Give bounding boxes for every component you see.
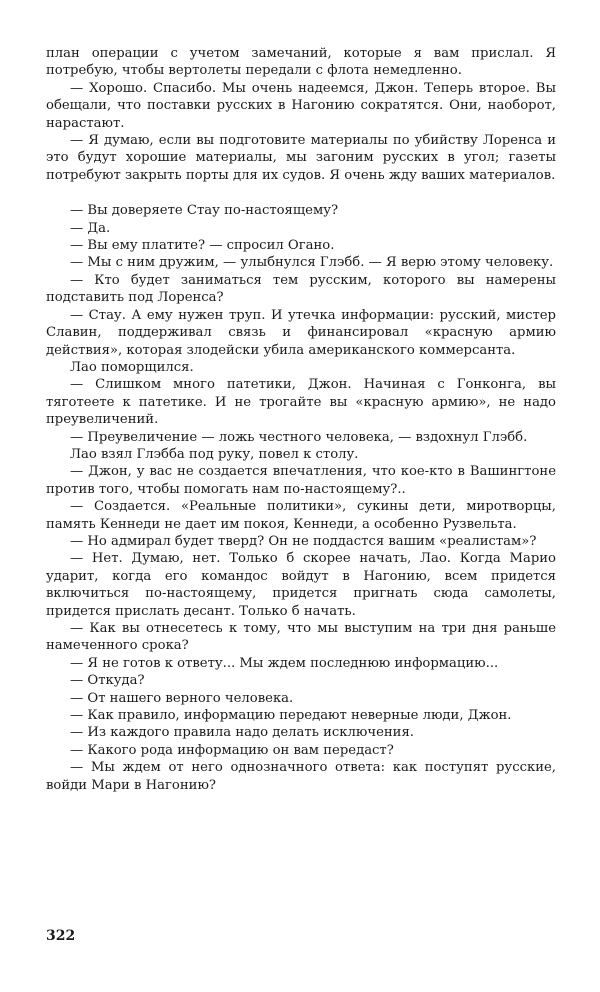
page-number: 322 xyxy=(46,928,76,944)
paragraph: — Да. xyxy=(70,220,111,236)
paragraph: — Я думаю, если вы подготовите материалы по убийству Лоренса и это будут хорошие материалы, мы загоним русских в угол; газеты потребуют закрыть порты для их судов. Я очень жду ваших материалов. xyxy=(46,133,556,183)
paragraph: — Создается. «Реальные политики», сукины дети, миротворцы, память Кеннеди не дает им покоя, Кеннеди, а особенно Рузвельта. xyxy=(46,499,556,532)
paragraph: — Вы доверяете Стау по-настоящему? xyxy=(70,203,339,219)
paragraph: Лао поморщился. xyxy=(70,359,194,375)
paragraph: — Как вы отнесетесь к тому, что мы выступим на три дня раньше намеченного срока? xyxy=(46,621,556,654)
text-section-1 xyxy=(46,45,556,184)
paragraph: — Слишком много патетики, Джон. Начиная с Гонконга, вы тяготеете к патетике. И не трогайте вы «красную армию», не надо преувеличений. xyxy=(46,377,556,428)
paragraph: — Преувеличение — ложь честного человека, — вздохнул Глэбб. xyxy=(70,429,528,445)
paragraph: Лао взял Глэбба под руку, повел к столу. xyxy=(70,446,359,462)
paragraph: — Какого рода информацию он вам передаст? xyxy=(70,742,394,758)
paragraph: — Хорошо. Спасибо. Мы очень надеемся, Джон. Теперь второе. Вы обещали, что поставки русских в Нагонию сократятся. Они, наоборот, нарастают. xyxy=(46,80,556,131)
paragraph: — Нет. Думаю, нет. Только б скорее начать, Лао. Когда Марио ударит, когда его командос войдут в Нагонию, всем придется включиться по-настоящему, придется пригнать сюда самолеты, придется прислать десант. Только б начать. xyxy=(46,551,556,619)
paragraph: — Мы с ним дружим, — улыбнулся Глэбб. — Я верю этому человеку. xyxy=(70,255,554,271)
section-break xyxy=(46,184,556,202)
paragraph: план операции с учетом замечаний, которые я вам прислал. Я потребую, чтобы вертолеты передали с флота немедленно. xyxy=(46,46,556,79)
paragraph: — Джон, у вас не создается впечатления, что кое-кто в Вашингтоне против того, чтобы помогать нам по-настоящему?.. xyxy=(46,464,556,497)
paragraph: — Как правило, информацию передают неверные люди, Джон. xyxy=(70,708,512,724)
paragraph: — Из каждого правила надо делать исключения. xyxy=(70,725,414,741)
paragraph: — Откуда? xyxy=(70,673,145,689)
paragraph: — Мы ждем от него однозначного ответа: как поступят русские, войди Мари в Нагонию? xyxy=(46,760,556,793)
paragraph: — Кто будет заниматься тем русским, которого вы намерены подставить под Лоренса? xyxy=(46,272,556,306)
paragraph: — От нашего верного человека. xyxy=(70,690,294,706)
paragraph: — Вы ему платите? — спросил Огано. xyxy=(70,238,335,254)
paragraph: — Стау. А ему нужен труп. И утечка информации: русский, мистер Славин, поддерживал связь и финансировал «красную армию действия», которая злодейски убила американского коммерсанта. xyxy=(46,307,556,358)
page-text xyxy=(46,45,556,794)
paragraph: — Я не готов к ответу... Мы ждем последнюю информацию... xyxy=(70,655,499,671)
paragraph: — Но адмирал будет тверд? Он не поддастся вашим «реалистам»? xyxy=(70,533,537,549)
text-section-2 xyxy=(46,202,556,794)
